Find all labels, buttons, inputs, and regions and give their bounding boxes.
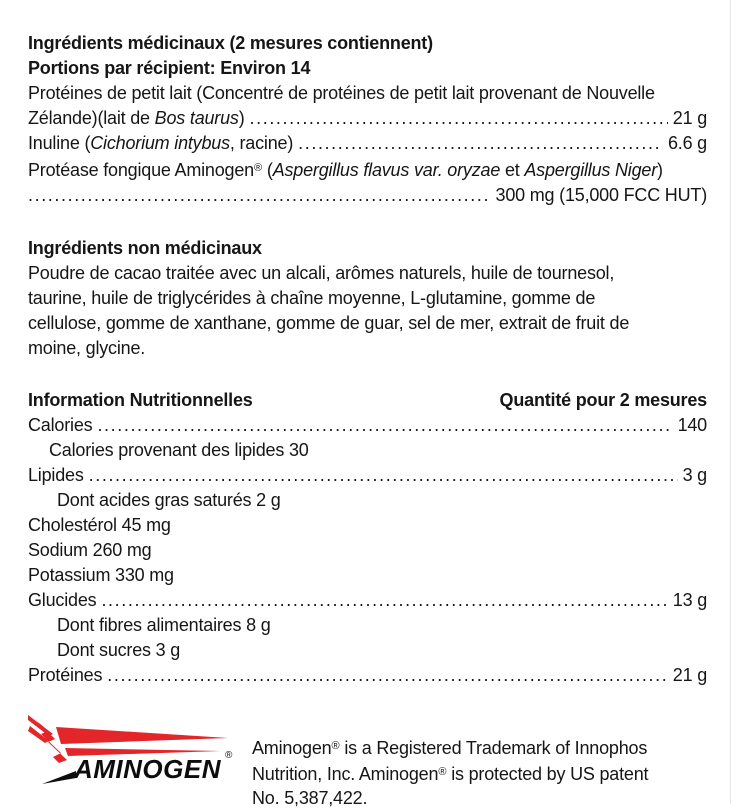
registered-mark: ® [438,766,447,778]
nutrition-row-cholesterol: Cholestérol 45 mg [28,515,171,535]
protease-latin-name-2: Aspergillus Niger [524,160,658,180]
protease-paren: ( [262,160,273,180]
trademark-text: is a Registered Trademark of Innophos [339,738,648,758]
inuline-text-close: , racine) [229,133,294,153]
trademark-line3: No. 5,387,422. [252,788,368,808]
protease-text: Protéase fongique Aminogen [28,160,254,180]
inuline-latin-name: Cichorium intybus [90,133,230,153]
nutrition-row-sodium: Sodium 260 mg [28,540,152,560]
inuline-label [28,131,293,156]
whey-latin-name: Bos taurus [154,108,239,128]
nutrition-header [28,388,707,413]
nutrition-section [28,388,707,688]
dot-leader [97,413,672,438]
nutrition-row-sugars: Dont sucres 3 g [57,640,181,660]
whey-amount: 21 g [672,108,707,128]
non-medicinal-line4: moine, glycine. [28,338,146,358]
whey-text: Zélande)(lait de [28,108,155,128]
label-right-edge [730,0,731,804]
nutrition-title: Information Nutritionnelles [28,390,253,410]
protease-latin-name-1: Aspergillus flavus var. oryzae [272,160,501,180]
nutrition-row-potassium: Potassium 330 mg [28,565,174,585]
row-value: 21 g [672,665,707,685]
nutrition-row-saturated-fat: Dont acides gras saturés 2 g [57,490,281,510]
protease-line1 [28,156,707,183]
trademark-line2 [252,760,648,786]
dot-leader [298,131,663,156]
inuline-text: Inuline ( [28,133,91,153]
servings-per-container: Portions par récipient: Environ 14 [28,58,311,78]
nutrition-row-fat [28,463,707,488]
registered-mark: ® [253,162,263,174]
logo-registered-mark: ® [225,750,233,761]
protease-amount: 300 mg (15,000 FCC HUT) [495,185,707,205]
medicinal-title: Ingrédients médicinaux (2 mesures contiennent) [28,33,433,53]
logo-bar-1 [56,727,228,744]
nutrition-row-fiber: Dont fibres alimentaires 8 g [57,615,271,635]
nutrition-row-calories [28,413,707,438]
protease-paren-close: ) [657,160,663,180]
non-medicinal-section [28,236,707,361]
trademark-line1 [252,734,648,760]
footer [28,714,707,810]
dot-leader [107,663,668,688]
row-label: Glucides [28,590,97,610]
inuline-line [28,131,707,156]
trademark-text: Nutrition, Inc. Aminogen [252,764,439,784]
whey-protein-line1: Protéines de petit lait (Concentré de protéines de petit lait provenant de Nouvelle [28,83,655,103]
whey-protein-label [28,106,245,131]
dot-leader [250,106,668,131]
row-value: 140 [677,415,707,435]
protease-et: et [500,160,525,180]
dot-leader [28,183,491,208]
medicinal-section [28,31,707,208]
non-medicinal-title: Ingrédients non médicinaux [28,238,262,258]
row-value: 3 g [682,465,707,485]
aminogen-logo-text: AMINOGEN [74,754,221,784]
trademark-text: Aminogen [252,738,332,758]
logo-underline-wedge [42,771,76,784]
aminogen-logo [28,714,240,802]
nutrition-row-carbs [28,588,707,613]
non-medicinal-line3: cellulose, gomme de xanthane, gomme de guar, sel de mer, extrait de fruit de [28,313,630,333]
row-label: Protéines [28,665,103,685]
nutrition-row-protein [28,663,707,688]
row-label: Lipides [28,465,84,485]
registered-mark: ® [331,740,340,752]
trademark-statement [252,734,648,810]
non-medicinal-line1: Poudre de cacao traitée avec un alcali, arômes naturels, huile de tournesol, [28,263,615,283]
nutrition-amount-header: Quantité pour 2 mesures [499,390,707,410]
row-label: Calories [28,415,93,435]
whey-protein-line2 [28,106,707,131]
non-medicinal-line2: taurine, huile de triglycérides à chaîne moyenne, L-glutamine, gomme de [28,288,596,308]
inuline-amount: 6.6 g [667,133,707,153]
nutrition-row-calories-from-fat: Calories provenant des lipides 30 [49,440,309,460]
row-value: 13 g [672,590,707,610]
protease-amount-line [28,183,707,208]
dot-leader [89,463,678,488]
trademark-text: is protected by US patent [446,764,649,784]
whey-text-close: ) [238,108,245,128]
dot-leader [101,588,667,613]
